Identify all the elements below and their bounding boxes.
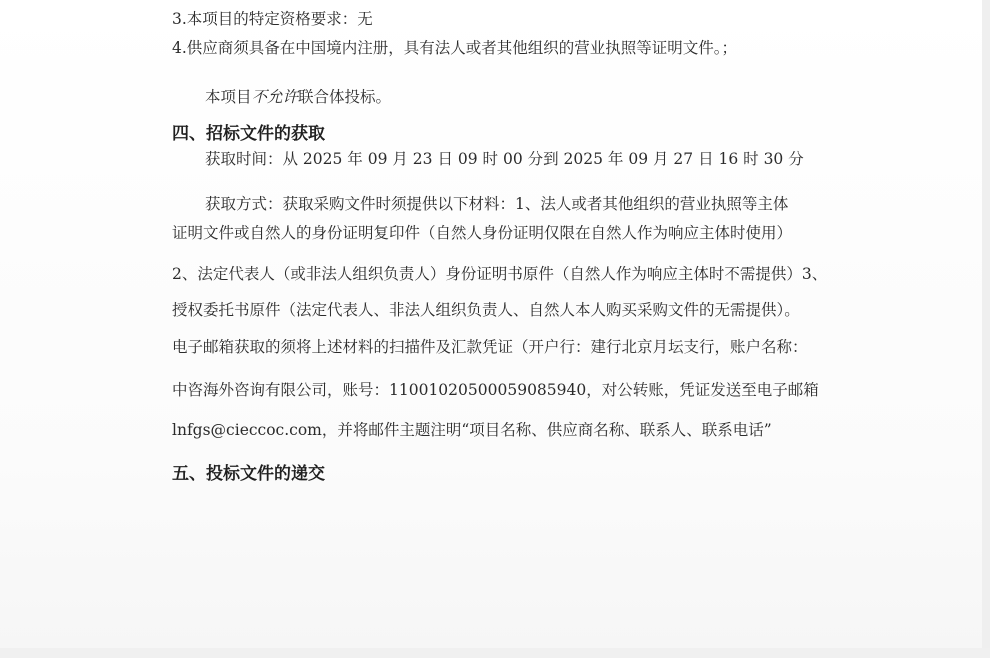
body-line-7: 证明文件或自然人的身份证明复印件（自然人身份证明仅限在自然人作为响应主体时使用） bbox=[172, 224, 793, 242]
page-edge-bottom bbox=[0, 648, 990, 658]
body-line-10: 电子邮箱获取的须将上述材料的扫描件及汇款凭证（开户行：建行北京月坛支行，账户名称： bbox=[172, 338, 808, 356]
registration-line: 4.供应商须具备在中国境内注册，具有法人或者其他组织的营业执照等证明文件。； bbox=[172, 39, 738, 57]
body-line-8: 2、法定代表人（或非法人组织负责人）身份证明书原件（自然人作为响应主体时不需提供）3、 bbox=[172, 265, 828, 283]
section-heading-5: 五、投标文件的递交 bbox=[172, 464, 325, 484]
consortium-prefix: 本项目 bbox=[205, 88, 252, 106]
section-heading-4: 四、招标文件的获取 bbox=[172, 124, 325, 144]
consortium-not-allowed: 不允许 bbox=[251, 88, 299, 106]
consortium-suffix: 联合体投标。 bbox=[298, 88, 392, 106]
body-line-11: 中咨海外咨询有限公司，账号：11001020500059085940，对公转账，凭证发送至电子邮箱 bbox=[172, 381, 819, 399]
body-line-9: 授权委托书原件（法定代表人、非法人组织负责人、自然人本人购买采购文件的无需提供）。 bbox=[172, 301, 800, 319]
email-subject-line: lnfgs@cieccoc.com，并将邮件主题注明“项目名称、供应商名称、联系人、联系电话” bbox=[172, 421, 772, 439]
acquisition-time-line: 获取时间：从 2025 年 09 月 23 日 09 时 00 分到 2025 年 09 月 27 日 16 时 30 分 bbox=[205, 150, 804, 168]
acquisition-method-line: 获取方式：获取采购文件时须提供以下材料：1、法人或者其他组织的营业执照等主体 bbox=[205, 195, 789, 213]
qualification-line: 3.本项目的特定资格要求：无 bbox=[172, 10, 373, 28]
consortium-line bbox=[205, 86, 391, 108]
page-edge-right bbox=[982, 0, 990, 658]
